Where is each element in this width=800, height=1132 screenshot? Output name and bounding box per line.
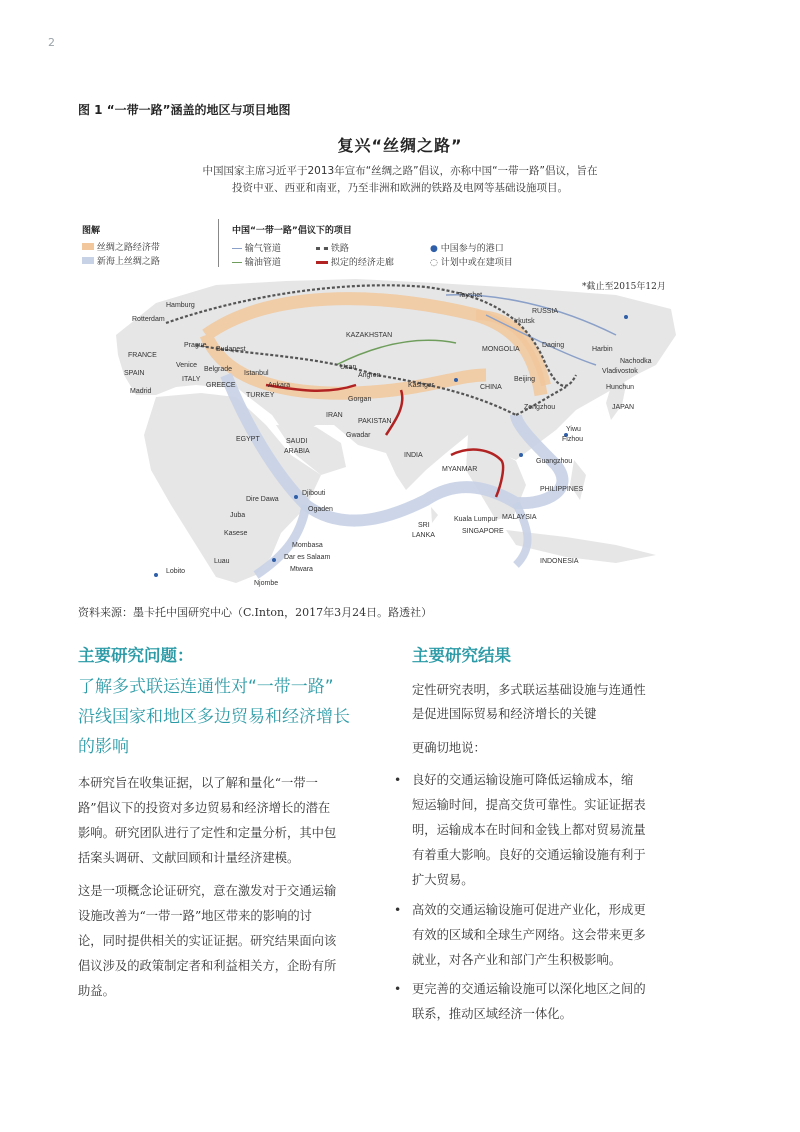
map-label: Venice bbox=[176, 362, 198, 369]
map-label: Hunchun bbox=[606, 384, 635, 391]
map-label: Zengzhou bbox=[524, 404, 556, 411]
projects-heading: 中国“一带一路”倡议下的项目 bbox=[232, 226, 352, 236]
map-label: CHINA bbox=[480, 384, 502, 391]
map-label: Usan bbox=[340, 364, 357, 371]
para-line: 本研究旨在收集证据，以了解和量化“一带一 bbox=[78, 776, 318, 790]
map-label: Mtwara bbox=[290, 566, 313, 573]
map-label: Djibouti bbox=[302, 490, 326, 497]
bullet-line: 短运输时间，提高交货可靠性。实证证据表 bbox=[412, 798, 646, 812]
map-label: GREECE bbox=[206, 382, 236, 389]
planned-icon: ◌ bbox=[430, 258, 438, 268]
bullet-line: 就业，对各产业和部门产生积极影响。 bbox=[412, 953, 622, 967]
map-as-of: *截止至2015年12月 bbox=[582, 282, 666, 292]
port-marker bbox=[154, 573, 158, 577]
legend-road-label: 新海上丝绸之路 bbox=[96, 257, 160, 267]
port-marker bbox=[519, 453, 523, 457]
port-marker bbox=[624, 315, 628, 319]
port-marker bbox=[454, 378, 458, 382]
figure-caption: 图 1 “一带一路”涵盖的地区与项目地图 bbox=[78, 103, 291, 117]
left-para-1 bbox=[78, 771, 393, 871]
legend-gas bbox=[232, 241, 281, 254]
map-label: SINGAPORE bbox=[462, 528, 504, 535]
port-icon: ● bbox=[430, 244, 438, 254]
bullet-line: 高效的交通运输设施可促进产业化，形成更 bbox=[412, 903, 646, 917]
legend-road bbox=[82, 254, 160, 267]
map-label: FRANCE bbox=[128, 352, 157, 359]
map-label: Luau bbox=[214, 558, 230, 565]
legend-rail-label: 铁路 bbox=[330, 244, 349, 254]
map-label: INDIA bbox=[404, 452, 423, 459]
legend-corridor bbox=[316, 255, 394, 268]
legend-gas-label: 输气管道 bbox=[244, 244, 281, 254]
map-label: Yiwu bbox=[566, 426, 581, 433]
port-marker bbox=[294, 495, 298, 499]
map-label: PHILIPPINES bbox=[540, 486, 584, 493]
para-line: 路”倡议下的投资对多边贸易和经济增长的潜在 bbox=[78, 801, 331, 815]
map-label: Guangzhou bbox=[536, 458, 573, 465]
map-subtitle bbox=[130, 163, 670, 197]
gas-swatch bbox=[232, 248, 242, 249]
para-line: 影响。研究团队进行了定性和定量分析，其中包 bbox=[78, 826, 337, 840]
road-swatch bbox=[82, 257, 94, 264]
map-title: 复兴“丝绸之路” bbox=[337, 136, 463, 155]
map-label: IRAN bbox=[326, 412, 343, 419]
bullet-line: 有效的区域和全球生产网络。这会带来更多 bbox=[412, 928, 646, 942]
legend-port-label: 中国参与的港口 bbox=[440, 244, 504, 254]
corridor-swatch bbox=[316, 261, 328, 264]
map-label: Lobito bbox=[166, 568, 186, 575]
oil-swatch bbox=[232, 262, 242, 263]
map-label: Angren bbox=[358, 372, 381, 379]
map-label: Fizhou bbox=[562, 436, 584, 443]
bullet-icon: • bbox=[394, 773, 402, 787]
map-label: Harbin bbox=[592, 346, 613, 353]
rail-swatch bbox=[316, 247, 328, 250]
map-label: ITALY bbox=[182, 376, 201, 383]
legend-oil bbox=[232, 255, 281, 268]
bullet-icon: • bbox=[394, 903, 402, 917]
left-para-2 bbox=[78, 879, 393, 1004]
map-label: MALAYSIA bbox=[502, 514, 537, 521]
bullet-line: 良好的交通运输设施可降低运输成本，缩 bbox=[412, 773, 634, 787]
map-subtitle-line: 中国国家主席习近平于2013年宣布“丝绸之路”倡议，亦称中国“一带一路”倡议，旨在 bbox=[202, 165, 598, 177]
map-label: Daqing bbox=[542, 342, 565, 349]
para-line: 倡议涉及的政策制定者和利益相关方，企盼有所 bbox=[78, 959, 337, 973]
map-label: Mombasa bbox=[292, 542, 323, 549]
right-intro bbox=[412, 678, 727, 726]
legend-port bbox=[430, 241, 504, 254]
map-label: Belgrade bbox=[204, 366, 233, 373]
map-label: KAZAKHSTAN bbox=[346, 332, 393, 339]
map-label: Nachodka bbox=[620, 358, 652, 365]
belt-and-road-map bbox=[96, 275, 704, 595]
para-line: 这是一项概念论证研究，意在激发对于交通运输 bbox=[78, 884, 337, 898]
map-subtitle-line: 投资中亚、西亚和南亚，乃至非洲和欧洲的铁路及电网等基础设施项目。 bbox=[232, 182, 568, 194]
map-label: SRI bbox=[418, 522, 430, 529]
right-heading: 主要研究结果 bbox=[412, 646, 511, 665]
port-marker bbox=[272, 558, 276, 562]
map-label: Gwadar bbox=[346, 432, 371, 439]
map-label: Istanbul bbox=[244, 370, 269, 377]
bullet-icon: • bbox=[394, 982, 402, 996]
map-label: RUSSIA bbox=[532, 308, 559, 315]
para-line: 论，同时提供相关的实证证据。研究结果面向该 bbox=[78, 934, 337, 948]
map-label: Beijing bbox=[514, 376, 536, 383]
map-label: Rotterdam bbox=[132, 316, 165, 323]
bullet-line: 扩大贸易。 bbox=[412, 873, 474, 887]
bullet-line: 有着重大影响。良好的交通运输设施有利于 bbox=[412, 848, 646, 862]
map-label: Dar es Salaam bbox=[284, 554, 331, 561]
intro-line: 定性研究表明，多式联运基础设施与连通性 bbox=[412, 683, 646, 697]
right-lead: 更确切地说： bbox=[412, 741, 486, 755]
bullet-line: 更完善的交通运输设施可以深化地区之间的 bbox=[412, 982, 646, 996]
map-label: Madrid bbox=[130, 388, 152, 395]
subheading-line: 沿线国家和地区多边贸易和经济增长 bbox=[78, 707, 350, 727]
map-label: Tayshet bbox=[458, 292, 483, 299]
left-heading: 主要研究问题： bbox=[78, 646, 194, 665]
map-label: TURKEY bbox=[246, 392, 275, 399]
bullet-line: 明，运输成本在时间和金钱上都对贸易流量 bbox=[412, 823, 646, 837]
map-label: Prague bbox=[184, 342, 207, 349]
map-label: ARABIA bbox=[284, 448, 310, 455]
map-label: Dire Dawa bbox=[246, 496, 279, 503]
map-label: Kuala Lumpur bbox=[454, 516, 498, 523]
legend-corridor-label: 拟定的经济走廊 bbox=[330, 258, 394, 268]
legend-oil-label: 输油管道 bbox=[244, 258, 281, 268]
map-label: MONGOLIA bbox=[482, 346, 520, 353]
map-label: PAKISTAN bbox=[358, 418, 392, 425]
legend-heading: 图解 bbox=[82, 226, 101, 236]
left-subheading bbox=[78, 672, 398, 762]
map-label: LANKA bbox=[412, 532, 435, 539]
page-number: 2 bbox=[48, 36, 55, 49]
map-label: Ankara bbox=[268, 382, 291, 389]
map-label: MYANMAR bbox=[442, 466, 478, 473]
legend-belt bbox=[82, 240, 160, 253]
subheading-line: 了解多式联运连通性对“一带一路” bbox=[78, 677, 334, 697]
map-label: Irkutsk bbox=[514, 318, 535, 325]
bullet-line: 联系，推动区域经济一体化。 bbox=[412, 1007, 572, 1021]
para-line: 助益。 bbox=[78, 984, 115, 998]
map-label: Njombe bbox=[254, 580, 279, 587]
legend-planned-label: 计划中或在建项目 bbox=[440, 258, 513, 268]
source-note: 资料来源：墨卡托中国研究中心（C.Inton，2017年3月24日。路透社） bbox=[78, 606, 433, 619]
legend-planned bbox=[430, 255, 513, 268]
bullet-3 bbox=[394, 977, 724, 1027]
subheading-line: 的影响 bbox=[78, 737, 129, 757]
map-label: Gorgan bbox=[348, 396, 372, 403]
map-label: SPAIN bbox=[124, 370, 145, 377]
map-label: INDONESIA bbox=[540, 558, 579, 565]
para-line: 括案头调研、文献回顾和计量经济建模。 bbox=[78, 851, 300, 865]
map-label: Kashgar bbox=[408, 382, 435, 389]
bullet-1 bbox=[394, 768, 724, 893]
map-label: Juba bbox=[230, 512, 246, 519]
map-label: Vladivostok bbox=[602, 368, 638, 375]
legend-divider bbox=[218, 219, 219, 267]
belt-swatch bbox=[82, 243, 94, 250]
bullet-2 bbox=[394, 898, 724, 973]
map-label: EGYPT bbox=[236, 436, 260, 443]
map-label: Kasese bbox=[224, 530, 248, 537]
map-label: Hamburg bbox=[166, 302, 195, 309]
para-line: 设施改善为“一带一路”地区带来的影响的讨 bbox=[78, 909, 312, 923]
intro-line: 是促进国际贸易和经济增长的关键 bbox=[412, 707, 597, 721]
map-label: Budapest bbox=[216, 346, 246, 353]
map-label: Ogaden bbox=[308, 506, 333, 513]
map-label: SAUDI bbox=[286, 438, 308, 445]
legend-rail bbox=[316, 241, 349, 254]
legend-belt-label: 丝绸之路经济带 bbox=[96, 243, 160, 253]
map-label: JAPAN bbox=[612, 404, 635, 411]
